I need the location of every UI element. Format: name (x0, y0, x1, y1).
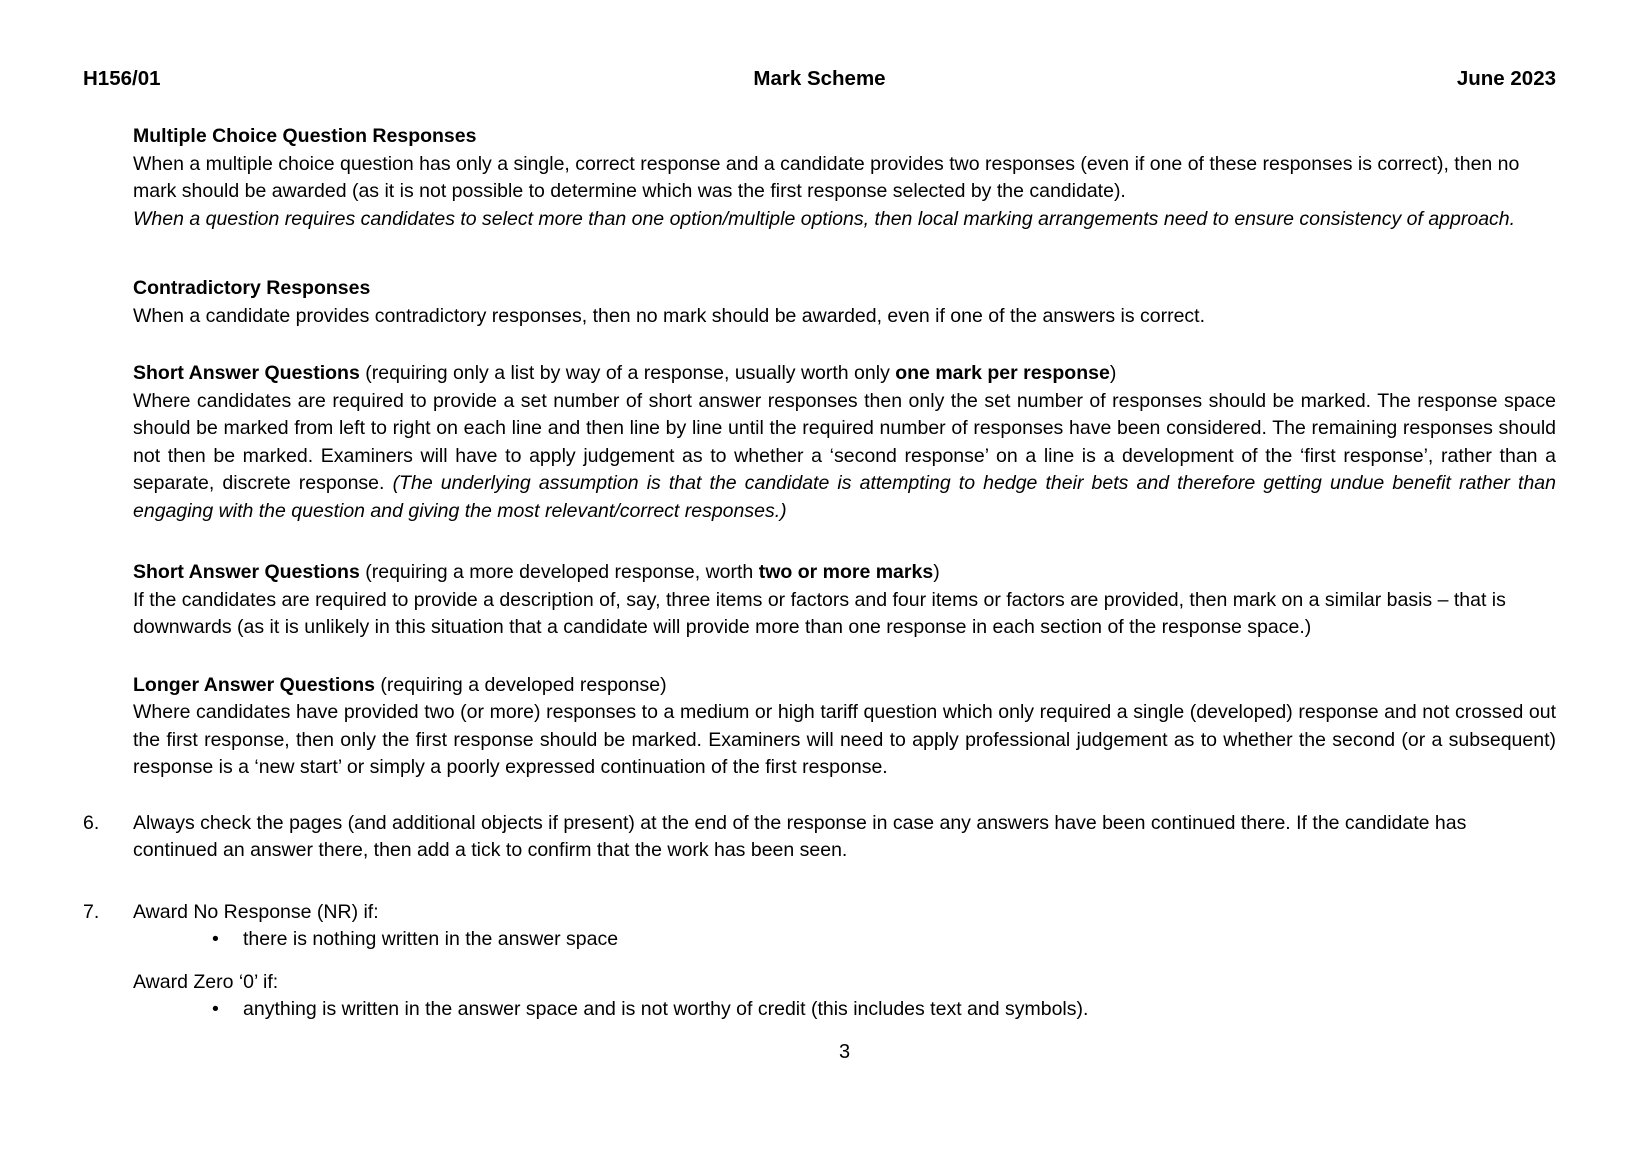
section-short-answer-developed (133, 559, 1556, 642)
section-multiple-choice (133, 123, 1556, 233)
paragraph-mcq-1: When a multiple choice question has only a single, correct response and a candidate provides two responses (even if one of these responses is correct), then no mark should be awarded (as it is not possible to determine which was the first response selected by the candidate). (133, 152, 1520, 202)
section-heading-contradictory: Contradictory Responses (133, 277, 371, 299)
paragraph-contradictory: When a candidate provides contradictory responses, then no mark should be awarded, even if one of the answers is correct. (133, 304, 1206, 327)
section-heading-longer-answer (133, 672, 1556, 700)
paragraph-short-answer-developed: If the candidates are required to provide a description of, say, three items or factors and four items or factors are provided, then mark on a similar basis – that is downwards (as it is unlikely in this situation that a candidate will provide more than one response in each section of the response space.) (133, 588, 1506, 638)
bullet-item-no-response (212, 926, 1556, 954)
header-paper-code: H156/01 (83, 67, 161, 90)
heading-bold-part: one mark per response (895, 362, 1110, 384)
bullet-text: anything is written in the answer space and is not worthy of credit (this includes text and symbols). (243, 998, 1089, 1020)
page-number: 3 (838, 1040, 851, 1063)
heading-normal-part: (requiring only a list by way of a response, usually worth only (359, 362, 896, 384)
award-zero-intro: Award Zero ‘0’ if: (133, 970, 279, 993)
section-contradictory (133, 275, 1556, 330)
header-title: Mark Scheme (753, 67, 886, 90)
section-short-answer-list (133, 360, 1556, 525)
heading-bold-part: two or more marks (758, 561, 934, 583)
heading-normal-part: (requiring a more developed response, worth (359, 561, 759, 583)
document-body (83, 123, 1556, 1066)
section-longer-answer (133, 672, 1556, 782)
header-date: June 2023 (1456, 67, 1556, 90)
heading-bold-part: Longer Answer Questions (133, 673, 375, 696)
heading-normal-part: (requiring a developed response) (374, 673, 667, 696)
item-number: 6. (83, 811, 100, 834)
item-number: 7. (83, 900, 100, 923)
bullet-text: there is nothing written in the answer space (243, 928, 619, 950)
section-heading-multiple-choice: Multiple Choice Question Responses (133, 125, 477, 147)
section-heading-short-answer-list (133, 360, 1556, 388)
paragraph-longer-answer: Where candidates have provided two (or more) responses to a medium or high tariff question which only required a single (developed) response and not crossed out the first response, then only the first response should be marked. Examiners will need to apply professional judgement as to whether the second (or a subsequent) response is a ‘new start’ or simply a poorly expressed continuation of the first response. (133, 701, 1556, 778)
page-header (83, 66, 1556, 92)
bullet-item-award-zero (212, 996, 1556, 1024)
heading-normal-part: ) (1109, 362, 1117, 384)
bullet-marker: • (212, 998, 219, 1020)
numbered-item-7 (83, 899, 1556, 1024)
paragraph-italic-part: (The underlying assumption is that the candidate is attempting to hedge their bets and therefore getting undue benefit rather than engaging with the question and giving the most relevant/correct responses.) (133, 472, 1556, 522)
paragraph-mcq-2-italic: When a question requires candidates to select more than one option/multiple options, then local marking arrangements need to ensure consistency of approach. (133, 207, 1516, 230)
heading-normal-part: ) (933, 561, 940, 583)
section-heading-short-answer-developed (133, 559, 1556, 587)
heading-bold-part: Short Answer Questions (133, 561, 360, 583)
paragraph-short-answer-list (133, 388, 1556, 526)
item-6-text: Always check the pages (and additional objects if present) at the end of the response in case any answers have been continued there. If the candidate has continued an answer there, then add a tick to confirm that the work has been seen. (133, 811, 1467, 861)
paragraph-normal-part: Where candidates are required to provide a set number of short answer responses then only the set number of responses should be marked. The response space should be marked from left to right on each line and then line by line until the required number of responses have been considered. The remaining responses should not then be marked. Examiners will have to apply judgement as to whether a ‘second response’ on a line is a development of the ‘first response’, rather than a separate, discrete response. (133, 389, 1556, 494)
bullet-marker: • (212, 928, 219, 950)
numbered-item-6 (83, 810, 1556, 865)
item-7-intro: Award No Response (NR) if: (133, 900, 379, 923)
heading-bold-part: Short Answer Questions (133, 362, 360, 384)
